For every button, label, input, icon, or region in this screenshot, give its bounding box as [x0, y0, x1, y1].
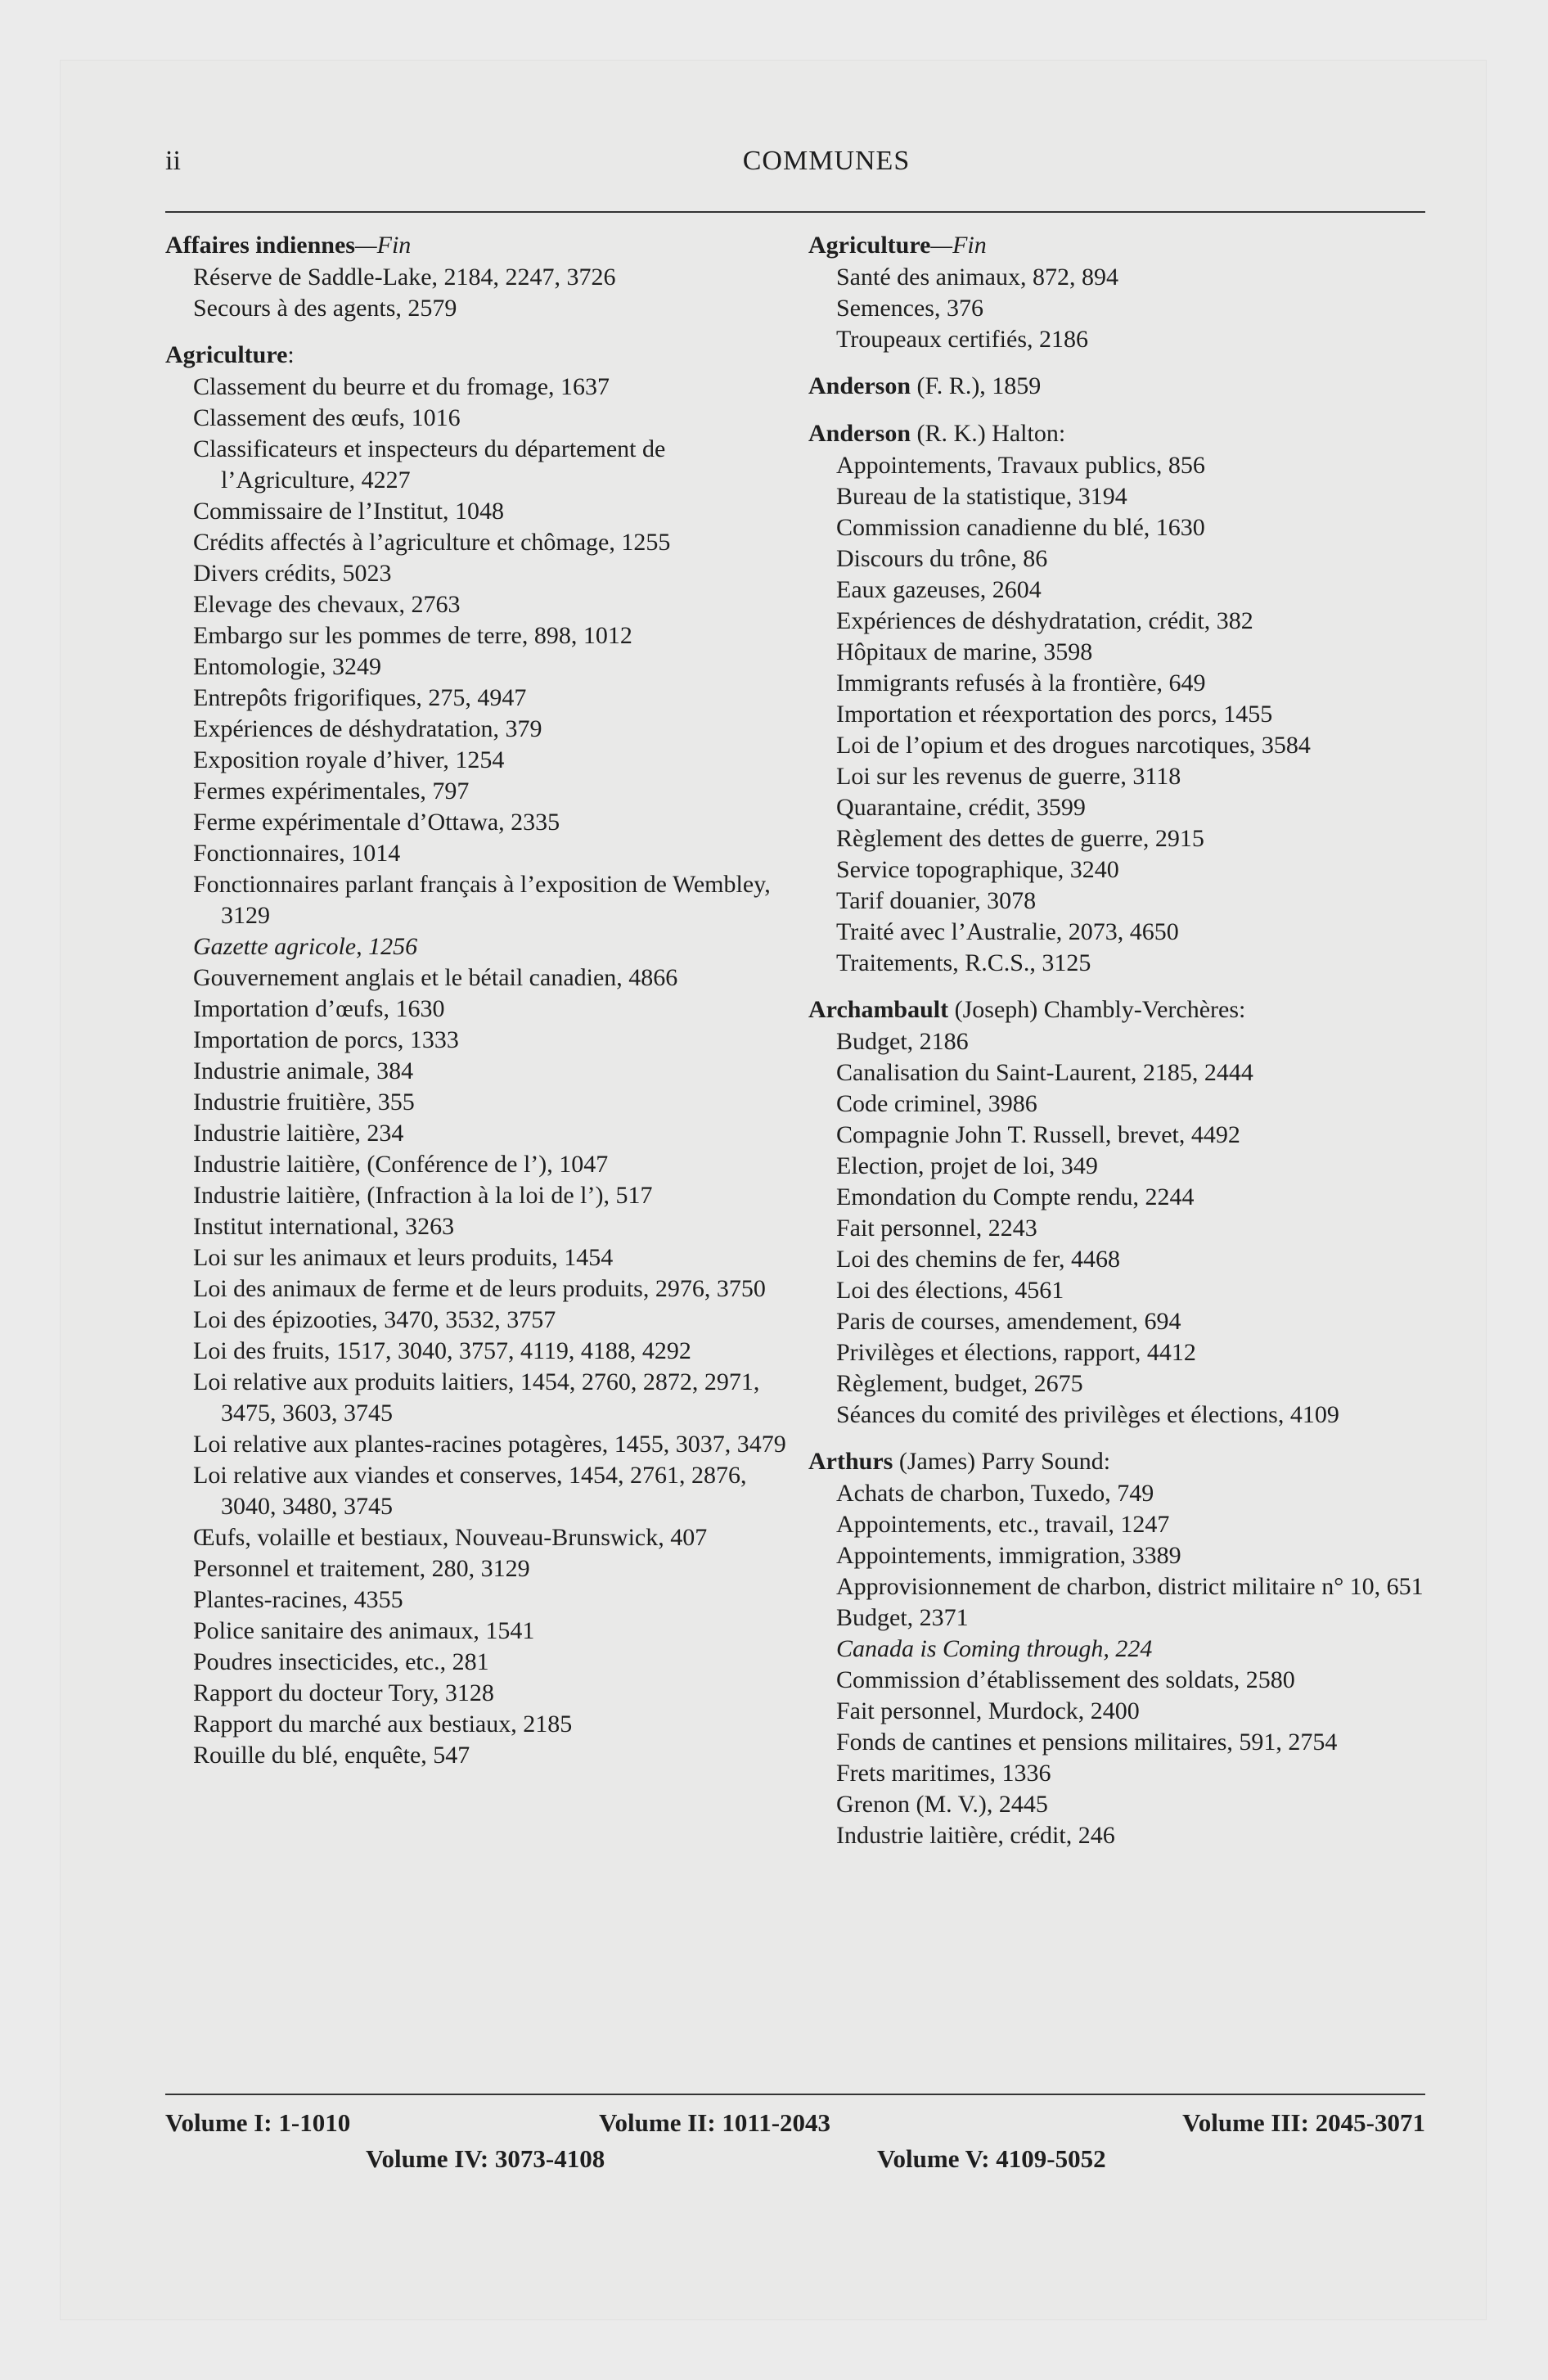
index-entry: Crédits affectés à l’agriculture et chômage, 1255 [193, 529, 671, 556]
index-entry: Commission canadienne du blé, 1630 [836, 514, 1205, 541]
index-entry: Achats de charbon, Tuxedo, 749 [836, 1480, 1154, 1507]
index-entry: Industrie fruitière, 355 [193, 1089, 415, 1116]
index-entry: Loi relative aux produits laitiers, 1454, 2760, 2872, 2971, 3475, 3603, 3745 [193, 1368, 760, 1427]
running-head: COMMUNES [742, 146, 911, 176]
header-rule [165, 211, 1425, 213]
index-entry: Fait personnel, Murdock, 2400 [836, 1697, 1140, 1724]
page-header [165, 146, 1487, 187]
index-entry: Entrepôts frigorifiques, 275, 4947 [193, 684, 527, 711]
index-entry: Emondation du Compte rendu, 2244 [836, 1183, 1195, 1210]
volume-range: Volume V: 4109-5052 [877, 2144, 1106, 2173]
index-entry: Rapport du marché aux bestiaux, 2185 [193, 1711, 573, 1738]
index-entry: Traitements, R.C.S., 3125 [836, 949, 1091, 976]
index-entry: Classement des œufs, 1016 [193, 404, 461, 431]
index-entry: Loi de l’opium et des drogues narcotiques, 3584 [836, 732, 1311, 759]
index-entry: Importation d’œufs, 1630 [193, 995, 445, 1022]
index-entry: Industrie laitière, (Conférence de l’), 1047 [193, 1151, 609, 1178]
index-entry: Police sanitaire des animaux, 1541 [193, 1617, 535, 1644]
index-entry: Personnel et traitement, 280, 3129 [193, 1555, 530, 1582]
index-entry: Approvisionnement de charbon, district militaire n° 10, 651 [836, 1573, 1424, 1600]
volume-range: Volume IV: 3073-4108 [366, 2144, 605, 2173]
entry-list [808, 262, 1430, 355]
index-entry: Expériences de déshydratation, crédit, 382 [836, 607, 1253, 634]
index-entry: Plantes-racines, 4355 [193, 1586, 403, 1613]
index-entry: Industrie laitière, crédit, 246 [836, 1822, 1115, 1849]
index-entry: Fermes expérimentales, 797 [193, 778, 470, 805]
index-entry: Entomologie, 3249 [193, 653, 381, 680]
index-entry: Paris de courses, amendement, 694 [836, 1308, 1181, 1335]
index-entry: Expériences de déshydratation, 379 [193, 715, 542, 742]
index-entry: Loi des élections, 4561 [836, 1277, 1064, 1304]
volume-footer [165, 2108, 1425, 2180]
index-section [165, 229, 787, 324]
index-entry: Importation de porcs, 1333 [193, 1026, 459, 1053]
index-entry: Loi relative aux plantes-racines potagères, 1455, 3037, 3479 [193, 1431, 786, 1458]
index-entry: Gazette agricole, 1256 [193, 933, 418, 960]
index-section [808, 229, 1430, 355]
index-entry: Hôpitaux de marine, 3598 [836, 638, 1093, 665]
index-entry: Gouvernement anglais et le bétail canadien, 4866 [193, 964, 678, 991]
index-entry: Grenon (M. V.), 2445 [836, 1791, 1048, 1818]
index-entry: Fait personnel, 2243 [836, 1215, 1037, 1242]
index-entry: Loi sur les animaux et leurs produits, 1454 [193, 1244, 614, 1271]
index-entry: Rouille du blé, enquête, 547 [193, 1742, 470, 1769]
index-entry: Tarif douanier, 3078 [836, 887, 1037, 914]
footer-rule [165, 2094, 1425, 2095]
index-entry: Fonctionnaires, 1014 [193, 840, 401, 867]
index-entry: Ferme expérimentale d’Ottawa, 2335 [193, 809, 560, 836]
index-entry: Budget, 2371 [836, 1604, 969, 1631]
index-entry: Immigrants refusés à la frontière, 649 [836, 669, 1206, 696]
index-entry: Compagnie John T. Russell, brevet, 4492 [836, 1121, 1240, 1148]
index-entry: Classificateurs et inspecteurs du département de l’Agriculture, 4227 [193, 435, 666, 494]
entry-list [165, 372, 787, 1771]
index-entry: Canalisation du Saint-Laurent, 2185, 2444 [836, 1059, 1253, 1086]
index-entry: Privilèges et élections, rapport, 4412 [836, 1339, 1196, 1366]
index-entry: Discours du trône, 86 [836, 545, 1048, 572]
index-entry: Appointements, etc., travail, 1247 [836, 1511, 1170, 1538]
index-entry: Budget, 2186 [836, 1028, 969, 1055]
volume-range: Volume II: 1011-2043 [599, 2108, 831, 2137]
entry-list [808, 1478, 1430, 1851]
index-entry: Industrie laitière, (Infraction à la loi de l’), 517 [193, 1182, 653, 1209]
index-section [808, 370, 1430, 403]
index-entry: Secours à des agents, 2579 [193, 295, 457, 322]
index-entry: Classement du beurre et du fromage, 1637 [193, 373, 610, 400]
index-entry: Election, projet de loi, 349 [836, 1152, 1098, 1179]
index-entry: Appointements, Travaux publics, 856 [836, 452, 1205, 479]
left-column [165, 229, 787, 1771]
entry-list [808, 450, 1430, 979]
index-entry: Canada is Coming through, 224 [836, 1635, 1153, 1662]
index-entry: Troupeaux certifiés, 2186 [836, 326, 1088, 353]
index-entry: Importation et réexportation des porcs, 1455 [836, 701, 1273, 728]
index-entry: Appointements, immigration, 3389 [836, 1542, 1181, 1569]
section-heading: Anderson (R. K.) Halton: [808, 420, 1066, 447]
right-column [808, 229, 1430, 1851]
entry-list [165, 262, 787, 324]
index-section [165, 339, 787, 1771]
index-entry: Eaux gazeuses, 2604 [836, 576, 1042, 603]
section-heading: Anderson (F. R.), 1859 [808, 372, 1042, 399]
index-entry: Bureau de la statistique, 3194 [836, 483, 1127, 510]
index-entry: Loi des animaux de ferme et de leurs produits, 2976, 3750 [193, 1275, 766, 1302]
index-entry: Code criminel, 3986 [836, 1090, 1037, 1117]
index-entry: Réserve de Saddle-Lake, 2184, 2247, 3726 [193, 264, 616, 291]
index-entry: Divers crédits, 5023 [193, 560, 392, 587]
index-entry: Séances du comité des privilèges et élections, 4109 [836, 1401, 1339, 1428]
index-entry: Loi des fruits, 1517, 3040, 3757, 4119, 4188, 4292 [193, 1337, 691, 1364]
index-entry: Santé des animaux, 872, 894 [836, 264, 1118, 291]
section-heading: Archambault (Joseph) Chambly-Verchères: [808, 996, 1246, 1023]
index-section [808, 417, 1430, 979]
section-heading: Agriculture: [165, 341, 295, 368]
index-entry: Rapport du docteur Tory, 3128 [193, 1679, 494, 1706]
index-entry: Service topographique, 3240 [836, 856, 1119, 883]
index-entry: Industrie animale, 384 [193, 1057, 414, 1084]
index-entry: Elevage des chevaux, 2763 [193, 591, 461, 618]
index-entry: Fonds de cantines et pensions militaires, 591, 2754 [836, 1729, 1338, 1756]
page-number: ii [165, 146, 181, 176]
index-section [808, 994, 1430, 1431]
index-entry: Règlement, budget, 2675 [836, 1370, 1083, 1397]
index-entry: Exposition royale d’hiver, 1254 [193, 746, 505, 773]
volume-range: Volume III: 2045-3071 [1182, 2108, 1425, 2137]
index-entry: Traité avec l’Australie, 2073, 4650 [836, 918, 1179, 945]
entry-list [808, 1026, 1430, 1431]
volume-range: Volume I: 1-1010 [165, 2108, 351, 2137]
index-entry: Industrie laitière, 234 [193, 1120, 404, 1147]
index-entry: Commission d’établissement des soldats, 2580 [836, 1666, 1295, 1693]
index-entry: Règlement des dettes de guerre, 2915 [836, 825, 1204, 852]
index-entry: Commissaire de l’Institut, 1048 [193, 498, 504, 525]
index-entry: Loi des épizooties, 3470, 3532, 3757 [193, 1306, 556, 1333]
index-entry: Loi sur les revenus de guerre, 3118 [836, 763, 1181, 790]
index-entry: Loi relative aux viandes et conserves, 1454, 2761, 2876, 3040, 3480, 3745 [193, 1462, 747, 1520]
section-heading: Arthurs (James) Parry Sound: [808, 1448, 1111, 1475]
index-entry: Semences, 376 [836, 295, 983, 322]
index-entry: Fonctionnaires parlant français à l’exposition de Wembley, 3129 [193, 871, 771, 929]
index-section [808, 1445, 1430, 1851]
section-heading: Agriculture—Fin [808, 232, 987, 259]
index-entry: Loi des chemins de fer, 4468 [836, 1246, 1121, 1273]
index-entry: Institut international, 3263 [193, 1213, 455, 1240]
index-entry: Embargo sur les pommes de terre, 898, 1012 [193, 622, 632, 649]
index-entry: Quarantaine, crédit, 3599 [836, 794, 1086, 821]
index-entry: Œufs, volaille et bestiaux, Nouveau-Brunswick, 407 [193, 1524, 708, 1551]
index-entry: Poudres insecticides, etc., 281 [193, 1648, 489, 1675]
index-entry: Frets maritimes, 1336 [836, 1760, 1051, 1787]
section-heading: Affaires indiennes—Fin [165, 232, 412, 259]
